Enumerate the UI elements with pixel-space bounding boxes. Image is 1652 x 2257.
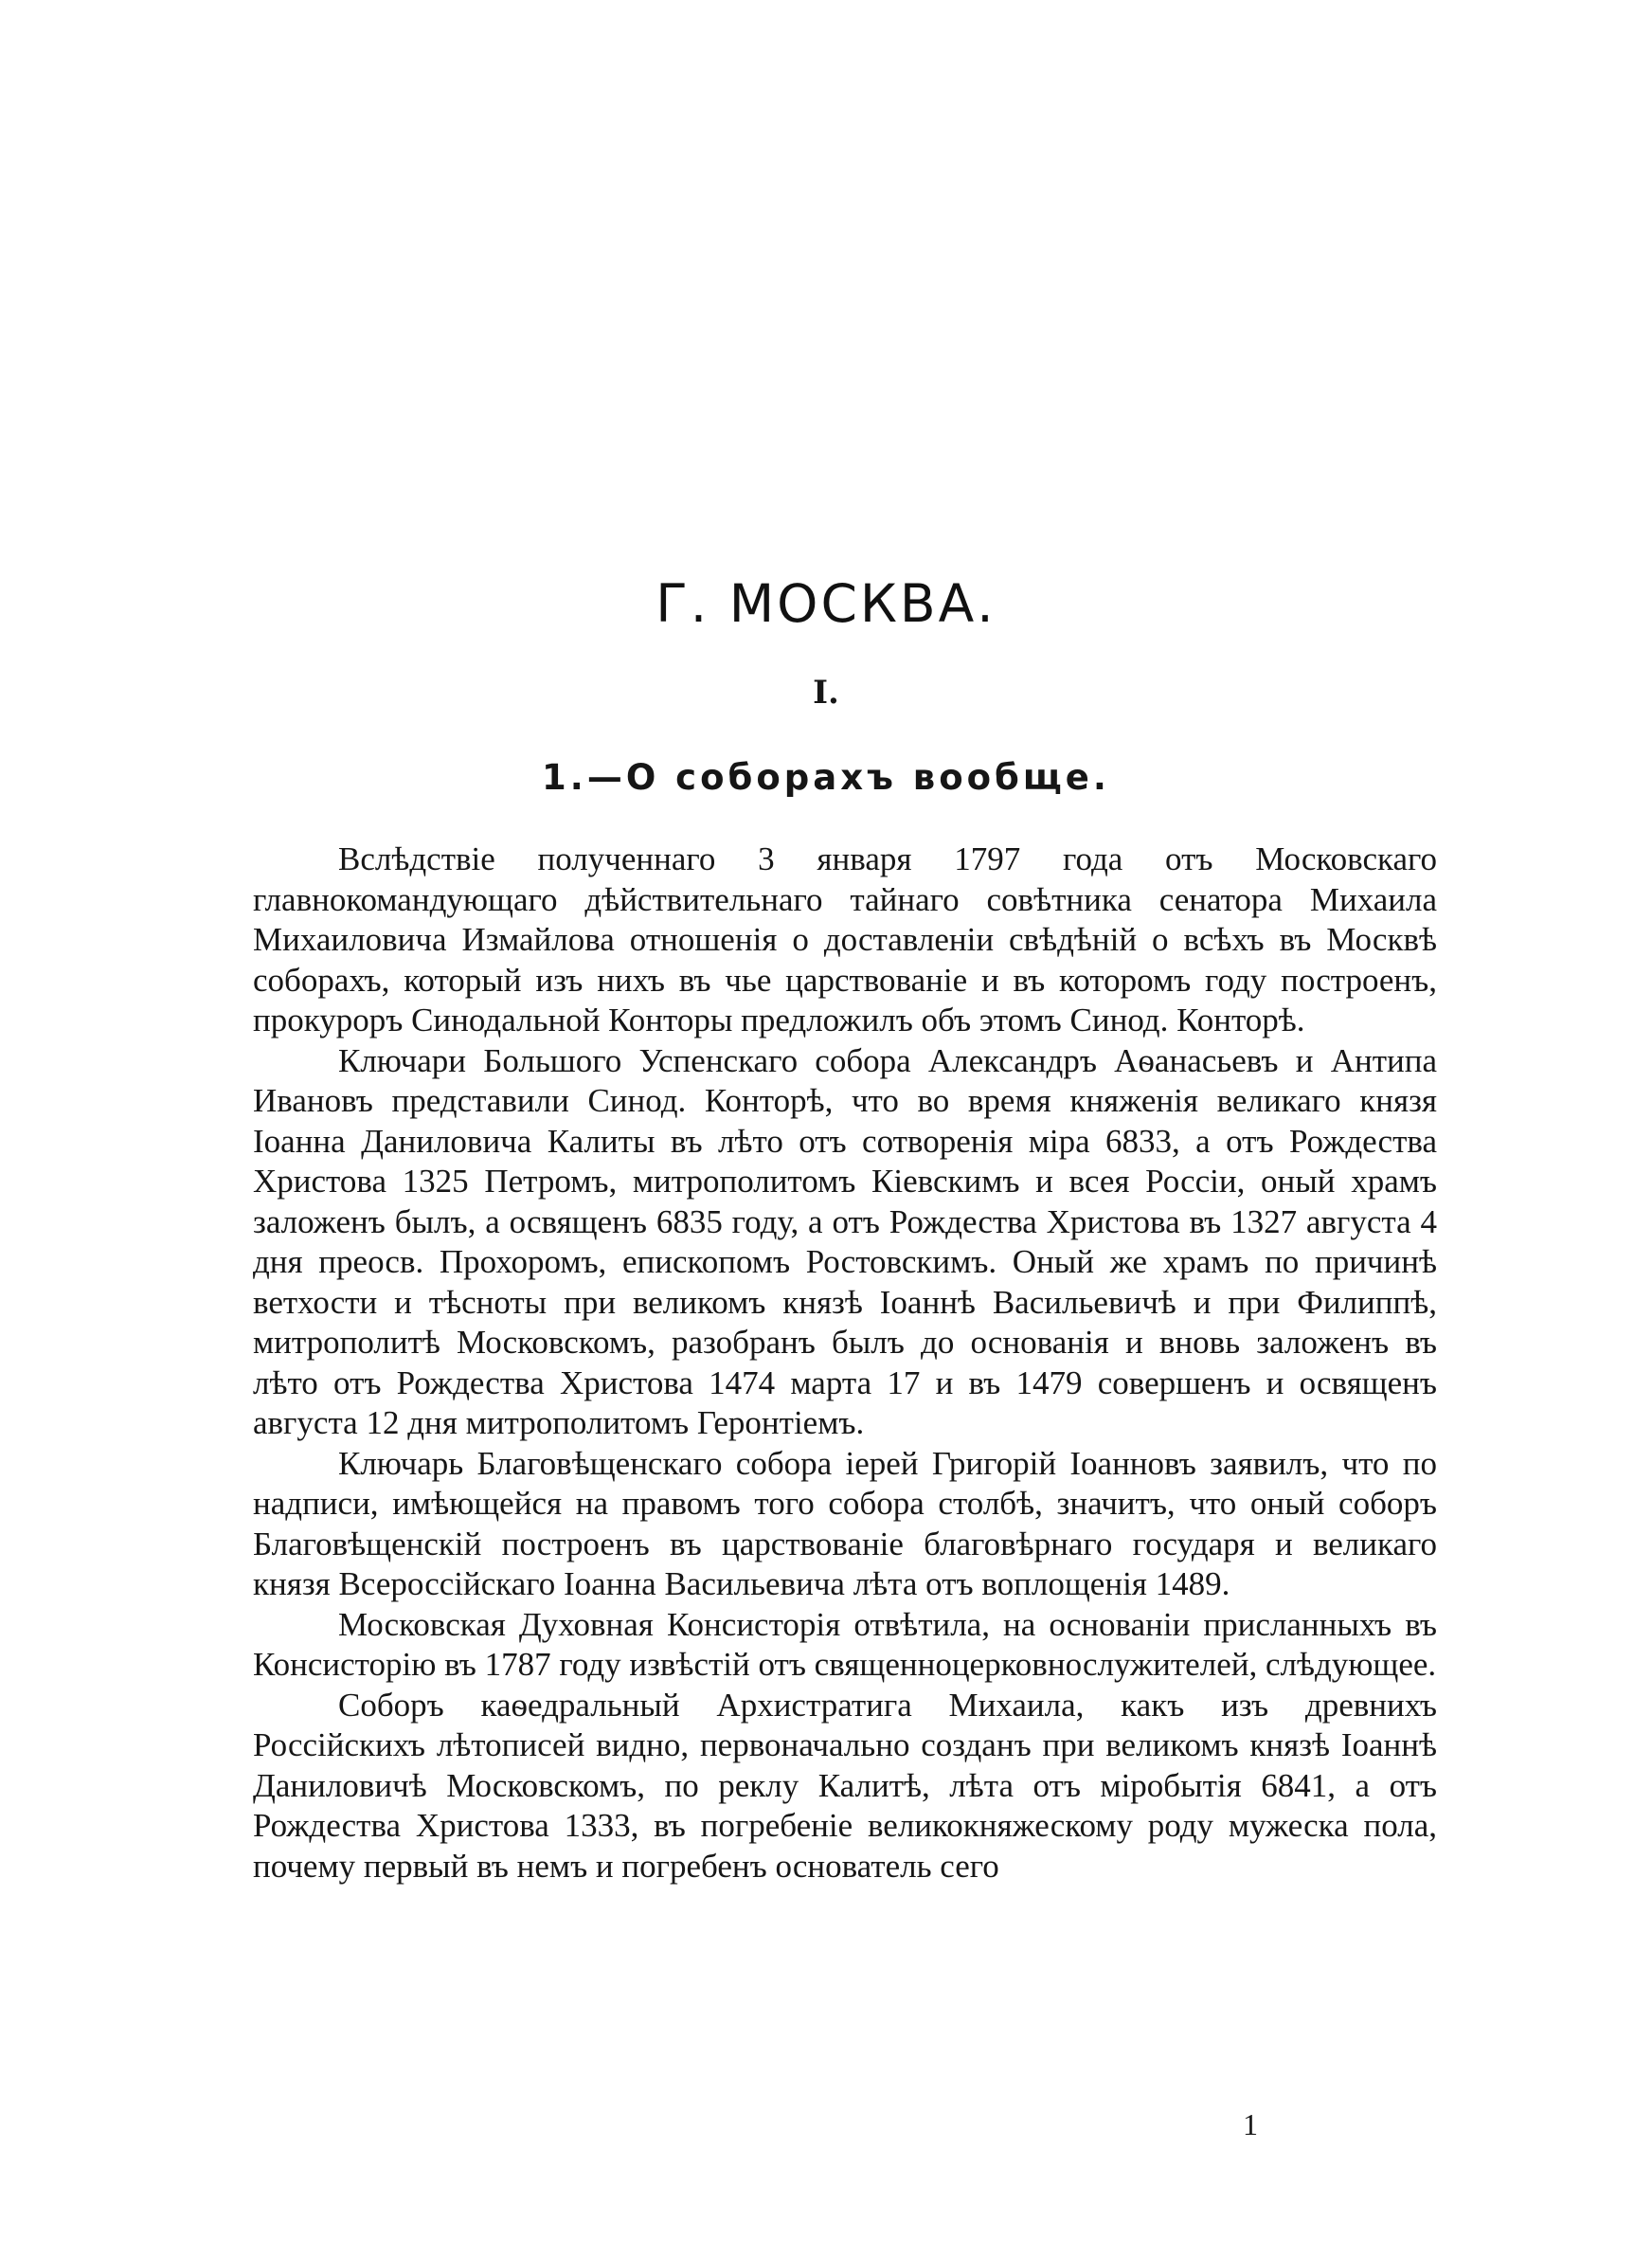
section-heading: 1.—О соборахъ вообще.	[542, 757, 1110, 798]
page-title: Г. МОСКВА.	[655, 573, 997, 634]
page-number: 1	[1243, 2107, 1258, 2141]
body-text	[253, 840, 1437, 1887]
paragraph: Московская Духовная Консисторія отвѣтила, на основаніи присланныхъ въ Консисторію въ 1787 году извѣстій отъ священноцерковнослужителей, слѣдующее.	[253, 1605, 1437, 1683]
paragraph: Ключарь Благовѣщенскаго собора іерей Григорій Іоанновъ заявилъ, что по надписи, имѣющейся на правомъ того собора столбѣ, значитъ, что оный соборъ Благовѣщенскій построенъ въ царствованіе благовѣрнаго государя и великаго князя Всероссійскаго Іоанна Васильевича лѣта отъ воплощенія 1489.	[253, 1444, 1437, 1602]
paragraph: Соборъ каѳедральный Архистратига Михаила, какъ изъ древнихъ Россійскихъ лѣтописей видно, первоначально созданъ при великомъ князѣ Іоаннѣ Даниловичѣ Московскомъ, по реклу Калитѣ, лѣта отъ міробытія 6841, а отъ Рождества Христова 1333, въ погребеніе великокняжескому роду мужеска пола, почему первый въ немъ и погребенъ основатель сего	[253, 1686, 1437, 1885]
part-numeral: I.	[813, 674, 839, 712]
paragraph: Ключари Большого Успенскаго собора Александръ Аѳанасьевъ и Антипа Ивановъ представили Синод. Конторѣ, что во время княженія великаго князя Іоанна Даниловича Калиты въ лѣто отъ сотворенія міра 6833, а отъ Рождества Христова 1325 Петромъ, митрополитомъ Кіевскимъ и всея Россіи, оный храмъ заложенъ былъ, а освященъ 6835 году, а отъ Рождества Христова въ 1327 августа 4 дня преосв. Прохоромъ, епископомъ Ростовскимъ. Оный же храмъ по причинѣ ветхости и тѣсноты при великомъ князѣ Іоаннѣ Васильевичѣ и при Филиппѣ, митрополитѣ Московскомъ, разобранъ былъ до основанія и вновь заложенъ въ лѣто отъ Рождества Христова 1474 марта 17 и въ 1479 совершенъ и освященъ августа 12 дня митрополитомъ Геронтіемъ.	[253, 1041, 1437, 1441]
paragraph: Вслѣдствіе полученнаго 3 января 1797 года отъ Московскаго главнокомандующаго дѣйствительнаго тайнаго совѣтника сенатора Михаила Михаиловича Измайлова отношенія о доставленіи свѣдѣній о всѣхъ въ Москвѣ соборахъ, который изъ нихъ въ чье царствованіе и въ которомъ году построенъ, прокуроръ Синодальной Конторы предложилъ объ этомъ Синод. Конторѣ.	[253, 840, 1437, 1038]
